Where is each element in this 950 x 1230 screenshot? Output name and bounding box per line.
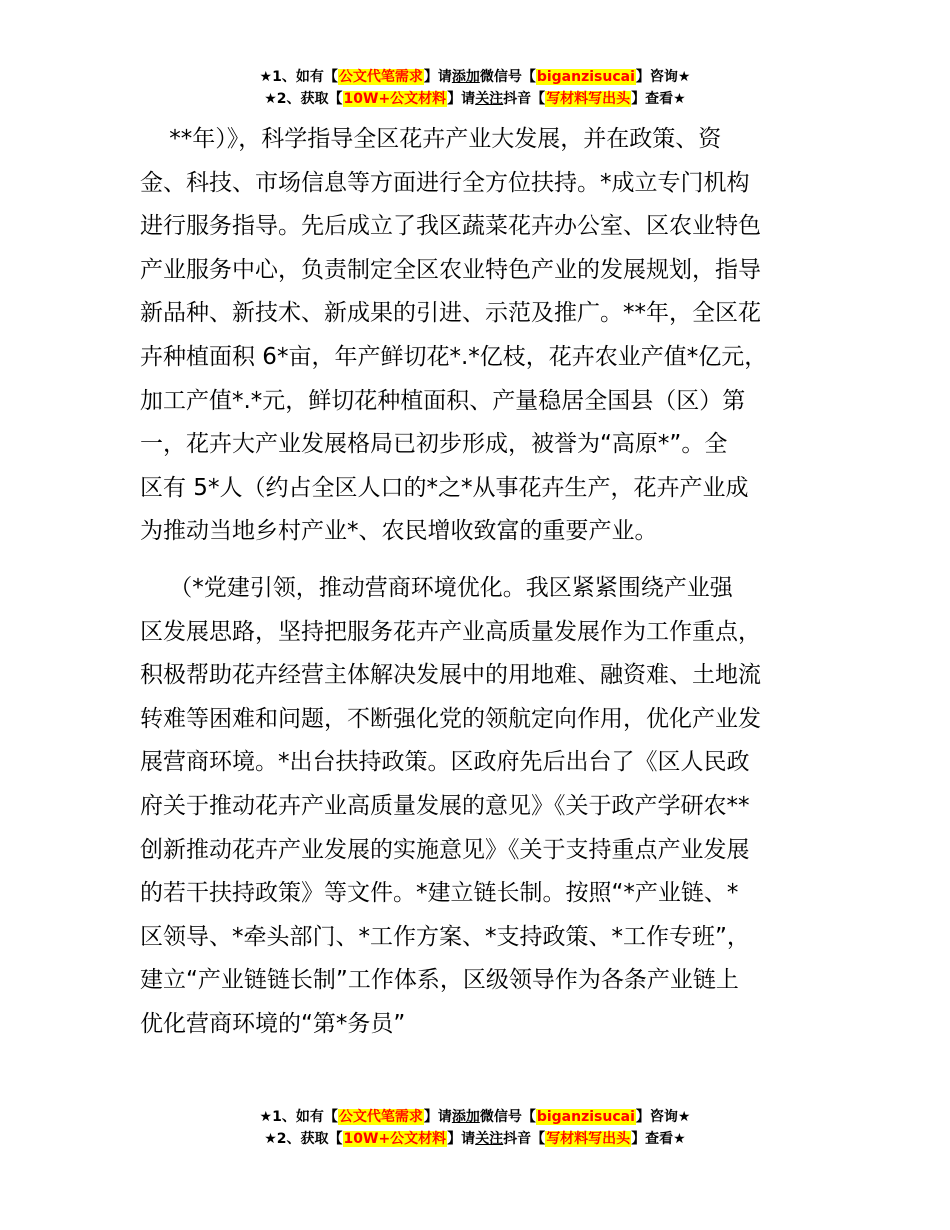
- text-line: 区领导、*牵头部门、*工作方案、*支持政策、*工作专班”，: [140, 923, 750, 950]
- banner-line-2: [0, 88, 950, 110]
- text-line: 产业服务中心，负责制定全区农业特色产业的发展规划，指导: [140, 256, 761, 283]
- text-line: 加工产值*.*元，鲜切花种植面积、产量稳居全国县（区）第: [140, 387, 746, 414]
- text-line: 积极帮助花卉经营主体解决发展中的用地难、融资难、土地流: [140, 662, 761, 689]
- banner-text: 微信号【: [479, 1109, 536, 1125]
- banner-line-1: [0, 66, 950, 88]
- banner-text: ★2、获取【: [264, 1131, 343, 1147]
- text-line: 的若干扶持政策》等文件。*建立链长制。按照“*产业链、*: [140, 880, 739, 907]
- highlight-text: biganzisucai: [536, 1109, 635, 1125]
- text-line: 区有 5*人（约占全区人口的*之*从事花卉生产，花卉产业成: [140, 474, 749, 501]
- banner-text: 抖音【: [503, 1131, 546, 1147]
- underlined-text: 添加: [451, 1109, 480, 1125]
- banner-text: 】请: [423, 69, 452, 85]
- underlined-text: 关注: [475, 91, 504, 107]
- underlined-text: 添加: [451, 69, 480, 85]
- text-line: 进行服务指导。先后成立了我区蔬菜花卉办公室、区农业特色: [140, 213, 761, 240]
- banner-text: 】咨询★: [635, 1109, 691, 1125]
- banner-text: 】请: [447, 91, 476, 107]
- text-line: 优化营商环境的“第*务员”: [140, 1010, 406, 1037]
- banner-text: 】请: [447, 1131, 476, 1147]
- text-line: 转难等困难和问题，不断强化党的领航定向作用，优化产业发: [140, 705, 761, 732]
- highlight-text: 写材料写出头: [546, 91, 631, 107]
- banner-line-1: [0, 1106, 950, 1128]
- underlined-text: 关注: [475, 1131, 504, 1147]
- highlight-text: 公文代笔需求: [338, 69, 423, 85]
- text-line: 展营商环境。*出台扶持政策。区政府先后出台了《区人民政: [140, 749, 750, 776]
- banner-text: ★1、如有【: [259, 69, 338, 85]
- text-line: **年）》，科学指导全区花卉产业大发展，并在政策、资: [140, 126, 722, 152]
- text-line: 建立“产业链链长制”工作体系，区级领导作为各条产业链上: [140, 967, 739, 994]
- text-line: （*党建引领，推动营商环境优化。我区紧紧围绕产业强: [140, 574, 733, 601]
- banner-text: ★1、如有【: [259, 1109, 338, 1125]
- text-line: 府关于推动花卉产业高质量发展的意见》《关于政产学研农**: [140, 792, 750, 819]
- banner-text: ★2、获取【: [264, 91, 343, 107]
- text-line: 金、科技、市场信息等方面进行全方位扶持。*成立专门机构: [140, 169, 750, 196]
- document-body: [140, 118, 820, 1046]
- highlight-text: 10W+公文材料: [343, 1131, 447, 1147]
- text-line: 为推动当地乡村产业*、农民增收致富的重要产业。: [140, 518, 658, 545]
- banner-text: 微信号【: [479, 69, 536, 85]
- text-line: 区发展思路，坚持把服务花卉产业高质量发展作为工作重点，: [140, 618, 761, 645]
- banner-text: 抖音【: [503, 91, 546, 107]
- text-line: 新品种、新技术、新成果的引进、示范及推广。**年，全区花: [140, 300, 761, 327]
- banner-text: 】查看★: [631, 91, 686, 107]
- banner-text: 】查看★: [631, 1131, 686, 1147]
- highlight-text: biganzisucai: [536, 69, 635, 85]
- banner-text: 】咨询★: [635, 69, 691, 85]
- paragraph-1: [140, 118, 820, 554]
- paragraph-2: [140, 567, 820, 1047]
- text-line: 创新推动花卉产业发展的实施意见》《关于支持重点产业发展: [140, 836, 750, 863]
- highlight-text: 写材料写出头: [546, 1131, 631, 1147]
- header-banner: [0, 66, 950, 110]
- highlight-text: 10W+公文材料: [343, 91, 447, 107]
- footer-banner: [0, 1106, 950, 1150]
- banner-line-2: [0, 1128, 950, 1150]
- text-line: 卉种植面积 6*亩，年产鲜切花*.*亿枝，花卉农业产值*亿元，: [140, 343, 768, 370]
- text-line: 一，花卉大产业发展格局已初步形成，被誉为“高原*”。全: [140, 431, 728, 458]
- highlight-text: 公文代笔需求: [338, 1109, 423, 1125]
- banner-text: 】请: [423, 1109, 452, 1125]
